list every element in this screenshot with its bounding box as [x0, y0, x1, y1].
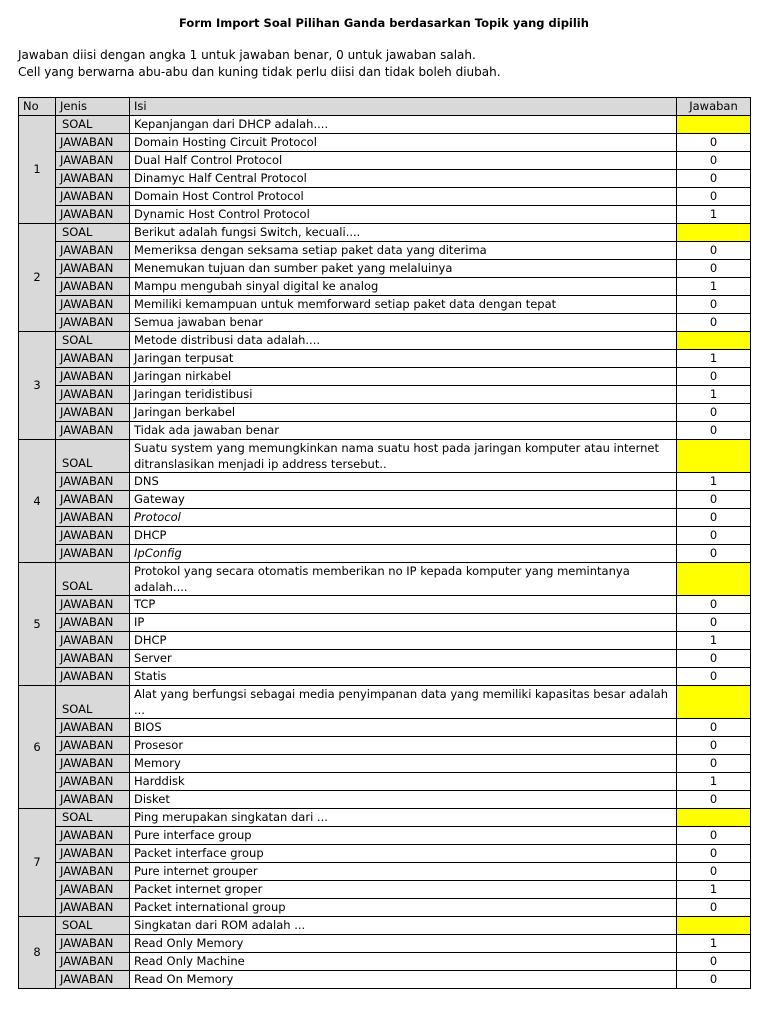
- answer-row: [19, 899, 751, 917]
- answer-row: [19, 737, 751, 755]
- question-text-cell[interactable]: Protokol yang secara otomatis memberikan no IP kepada komputer yang memintanya adalah....: [130, 563, 677, 596]
- question-answer-cell-locked: [677, 224, 751, 242]
- type-cell-jawaban: JAWABAN: [56, 755, 130, 773]
- answer-text-cell[interactable]: Dual Half Control Protocol: [130, 152, 677, 170]
- answer-text-cell[interactable]: Protocol: [130, 509, 677, 527]
- answer-text-cell[interactable]: Domain Host Control Protocol: [130, 188, 677, 206]
- answer-value-cell[interactable]: 0: [677, 422, 751, 440]
- answer-value-cell[interactable]: 0: [677, 260, 751, 278]
- answer-text-cell[interactable]: Prosesor: [130, 737, 677, 755]
- answer-text-cell[interactable]: Jaringan teridistibusi: [130, 386, 677, 404]
- question-number: 1: [19, 116, 56, 224]
- answer-row: [19, 206, 751, 224]
- answer-value-cell[interactable]: 0: [677, 314, 751, 332]
- answer-text-cell[interactable]: Memeriksa dengan seksama setiap paket data yang diterima: [130, 242, 677, 260]
- header-no: No: [19, 98, 56, 116]
- answer-text-cell[interactable]: Jaringan nirkabel: [130, 368, 677, 386]
- type-cell-jawaban: JAWABAN: [56, 491, 130, 509]
- question-row: [19, 224, 751, 242]
- answer-text-cell[interactable]: DNS: [130, 473, 677, 491]
- answer-value-cell[interactable]: 0: [677, 863, 751, 881]
- type-cell-soal: SOAL: [56, 224, 130, 242]
- question-row: [19, 332, 751, 350]
- type-cell-jawaban: JAWABAN: [56, 206, 130, 224]
- answer-text-cell[interactable]: IP: [130, 614, 677, 632]
- answer-value-cell[interactable]: 0: [677, 134, 751, 152]
- answer-text-cell[interactable]: Mampu mengubah sinyal digital ke analog: [130, 278, 677, 296]
- answer-value-cell[interactable]: 0: [677, 845, 751, 863]
- answer-text-cell[interactable]: Packet internet groper: [130, 881, 677, 899]
- answer-text-cell[interactable]: DHCP: [130, 527, 677, 545]
- type-cell-soal: SOAL: [56, 686, 130, 719]
- answer-value-cell[interactable]: 1: [677, 278, 751, 296]
- answer-text-cell[interactable]: Server: [130, 650, 677, 668]
- answer-value-cell[interactable]: 1: [677, 350, 751, 368]
- type-cell-jawaban: JAWABAN: [56, 404, 130, 422]
- answer-text-cell[interactable]: Domain Hosting Circuit Protocol: [130, 134, 677, 152]
- answer-row: [19, 845, 751, 863]
- question-answer-cell-locked: [677, 332, 751, 350]
- type-cell-jawaban: JAWABAN: [56, 278, 130, 296]
- answer-row: [19, 350, 751, 368]
- type-cell-soal: SOAL: [56, 332, 130, 350]
- answer-row: [19, 152, 751, 170]
- answer-row: [19, 935, 751, 953]
- type-cell-jawaban: JAWABAN: [56, 668, 130, 686]
- answer-value-cell[interactable]: 0: [677, 296, 751, 314]
- answer-text-cell[interactable]: DHCP: [130, 632, 677, 650]
- answer-text-cell[interactable]: Menemukan tujuan dan sumber paket yang melaluinya: [130, 260, 677, 278]
- question-answer-cell-locked: [677, 809, 751, 827]
- instruction-line-1: Jawaban diisi dengan angka 1 untuk jawaban benar, 0 untuk jawaban salah.: [18, 48, 476, 62]
- answer-row: [19, 134, 751, 152]
- answer-row: [19, 386, 751, 404]
- answer-value-cell[interactable]: 0: [677, 899, 751, 917]
- type-cell-jawaban: JAWABAN: [56, 314, 130, 332]
- type-cell-jawaban: JAWABAN: [56, 509, 130, 527]
- answer-value-cell[interactable]: 0: [677, 791, 751, 809]
- answer-row: [19, 509, 751, 527]
- answer-row: [19, 953, 751, 971]
- answer-row: [19, 971, 751, 989]
- question-number: 3: [19, 332, 56, 440]
- type-cell-jawaban: JAWABAN: [56, 260, 130, 278]
- answer-value-cell[interactable]: 0: [677, 614, 751, 632]
- answer-row: [19, 881, 751, 899]
- answer-row: [19, 614, 751, 632]
- type-cell-jawaban: JAWABAN: [56, 971, 130, 989]
- type-cell-soal: SOAL: [56, 917, 130, 935]
- answer-text-cell[interactable]: Statis: [130, 668, 677, 686]
- type-cell-jawaban: JAWABAN: [56, 863, 130, 881]
- question-answer-cell-locked: [677, 440, 751, 473]
- answer-value-cell[interactable]: 0: [677, 242, 751, 260]
- question-number: 6: [19, 686, 56, 809]
- answer-row: [19, 863, 751, 881]
- type-cell-jawaban: JAWABAN: [56, 719, 130, 737]
- type-cell-jawaban: JAWABAN: [56, 545, 130, 563]
- type-cell-soal: SOAL: [56, 116, 130, 134]
- answer-row: [19, 491, 751, 509]
- type-cell-jawaban: JAWABAN: [56, 152, 130, 170]
- header-jenis: Jenis: [56, 98, 130, 116]
- answer-value-cell[interactable]: 0: [677, 188, 751, 206]
- question-row: [19, 686, 751, 719]
- answer-text-cell[interactable]: Read Only Machine: [130, 953, 677, 971]
- answer-value-cell[interactable]: 0: [677, 755, 751, 773]
- question-text-cell[interactable]: Suatu system yang memungkinkan nama suatu host pada jaringan komputer atau internet ditranslasikan menjadi ip address tersebut..: [130, 440, 677, 473]
- answer-text-cell[interactable]: Tidak ada jawaban benar: [130, 422, 677, 440]
- question-row: [19, 440, 751, 473]
- type-cell-jawaban: JAWABAN: [56, 596, 130, 614]
- answer-text-cell[interactable]: Memory: [130, 755, 677, 773]
- type-cell-jawaban: JAWABAN: [56, 881, 130, 899]
- type-cell-jawaban: JAWABAN: [56, 827, 130, 845]
- answer-row: [19, 632, 751, 650]
- answer-row: [19, 650, 751, 668]
- question-text-cell[interactable]: Berikut adalah fungsi Switch, kecuali....: [130, 224, 677, 242]
- answer-row: [19, 278, 751, 296]
- type-cell-jawaban: JAWABAN: [56, 242, 130, 260]
- answer-row: [19, 827, 751, 845]
- answer-value-cell[interactable]: 0: [677, 527, 751, 545]
- answer-text-cell[interactable]: Read Only Memory: [130, 935, 677, 953]
- answer-value-cell[interactable]: 0: [677, 491, 751, 509]
- question-number: 8: [19, 917, 56, 989]
- answer-text-cell[interactable]: Harddisk: [130, 773, 677, 791]
- answer-row: [19, 368, 751, 386]
- question-row: [19, 116, 751, 134]
- answer-value-cell[interactable]: 1: [677, 632, 751, 650]
- answer-text-cell[interactable]: Memiliki kemampuan untuk memforward setiap paket data dengan tepat: [130, 296, 677, 314]
- answer-row: [19, 242, 751, 260]
- type-cell-jawaban: JAWABAN: [56, 188, 130, 206]
- type-cell-jawaban: JAWABAN: [56, 350, 130, 368]
- answer-text-cell[interactable]: BIOS: [130, 719, 677, 737]
- answer-text-cell[interactable]: Pure internet grouper: [130, 863, 677, 881]
- instruction-line-2: Cell yang berwarna abu-abu dan kuning tidak perlu diisi dan tidak boleh diubah.: [18, 65, 501, 79]
- type-cell-jawaban: JAWABAN: [56, 368, 130, 386]
- question-answer-cell-locked: [677, 686, 751, 719]
- answer-row: [19, 773, 751, 791]
- answer-value-cell[interactable]: 0: [677, 152, 751, 170]
- question-table-body: [19, 116, 751, 989]
- answer-value-cell[interactable]: 1: [677, 881, 751, 899]
- question-number: 7: [19, 809, 56, 917]
- answer-row: [19, 170, 751, 188]
- question-answer-cell-locked: [677, 116, 751, 134]
- type-cell-soal: SOAL: [56, 440, 130, 473]
- answer-row: [19, 755, 751, 773]
- answer-row: [19, 404, 751, 422]
- question-text-cell[interactable]: Ping merupakan singkatan dari ...: [130, 809, 677, 827]
- answer-value-cell[interactable]: 0: [677, 170, 751, 188]
- type-cell-jawaban: JAWABAN: [56, 899, 130, 917]
- type-cell-jawaban: JAWABAN: [56, 473, 130, 491]
- answer-value-cell[interactable]: 0: [677, 953, 751, 971]
- question-text-cell[interactable]: Singkatan dari ROM adalah ...: [130, 917, 677, 935]
- type-cell-jawaban: JAWABAN: [56, 134, 130, 152]
- answer-text-cell[interactable]: Packet interface group: [130, 845, 677, 863]
- type-cell-soal: SOAL: [56, 563, 130, 596]
- answer-value-cell[interactable]: 0: [677, 668, 751, 686]
- type-cell-jawaban: JAWABAN: [56, 953, 130, 971]
- header-isi: Isi: [130, 98, 677, 116]
- answer-row: [19, 296, 751, 314]
- answer-value-cell[interactable]: 0: [677, 719, 751, 737]
- answer-value-cell[interactable]: 0: [677, 545, 751, 563]
- type-cell-soal: SOAL: [56, 809, 130, 827]
- answer-text-cell[interactable]: Semua jawaban benar: [130, 314, 677, 332]
- type-cell-jawaban: JAWABAN: [56, 422, 130, 440]
- answer-text-cell[interactable]: Pure interface group: [130, 827, 677, 845]
- answer-value-cell[interactable]: 1: [677, 386, 751, 404]
- answer-value-cell[interactable]: 0: [677, 368, 751, 386]
- question-table: [18, 97, 751, 989]
- type-cell-jawaban: JAWABAN: [56, 527, 130, 545]
- answer-text-cell[interactable]: Jaringan terpusat: [130, 350, 677, 368]
- answer-row: [19, 422, 751, 440]
- question-row: [19, 809, 751, 827]
- answer-row: [19, 527, 751, 545]
- page-title: Form Import Soal Pilihan Ganda berdasarkan Topik yang dipilih: [179, 16, 589, 30]
- answer-row: [19, 791, 751, 809]
- answer-row: [19, 188, 751, 206]
- answer-text-cell[interactable]: IpConfig: [130, 545, 677, 563]
- answer-text-cell[interactable]: Dinamyc Half Central Protocol: [130, 170, 677, 188]
- answer-row: [19, 473, 751, 491]
- type-cell-jawaban: JAWABAN: [56, 386, 130, 404]
- answer-text-cell[interactable]: TCP: [130, 596, 677, 614]
- question-number: 2: [19, 224, 56, 332]
- question-text-cell[interactable]: Alat yang berfungsi sebagai media penyimpanan data yang memiliki kapasitas besar adalah ...: [130, 686, 677, 719]
- answer-row: [19, 314, 751, 332]
- answer-text-cell[interactable]: Dynamic Host Control Protocol: [130, 206, 677, 224]
- answer-text-cell[interactable]: Packet international group: [130, 899, 677, 917]
- type-cell-jawaban: JAWABAN: [56, 845, 130, 863]
- answer-value-cell[interactable]: 0: [677, 827, 751, 845]
- answer-value-cell[interactable]: 0: [677, 971, 751, 989]
- answer-value-cell[interactable]: 1: [677, 206, 751, 224]
- answer-row: [19, 596, 751, 614]
- question-number: 5: [19, 563, 56, 686]
- answer-value-cell[interactable]: 1: [677, 473, 751, 491]
- type-cell-jawaban: JAWABAN: [56, 632, 130, 650]
- question-number: 4: [19, 440, 56, 563]
- answer-row: [19, 719, 751, 737]
- question-answer-cell-locked: [677, 563, 751, 596]
- header-jawaban: Jawaban: [677, 98, 751, 116]
- type-cell-jawaban: JAWABAN: [56, 650, 130, 668]
- answer-text-cell[interactable]: Disket: [130, 791, 677, 809]
- answer-text-cell[interactable]: Read On Memory: [130, 971, 677, 989]
- answer-value-cell[interactable]: 0: [677, 404, 751, 422]
- type-cell-jawaban: JAWABAN: [56, 935, 130, 953]
- question-text-cell[interactable]: Metode distribusi data adalah....: [130, 332, 677, 350]
- type-cell-jawaban: JAWABAN: [56, 737, 130, 755]
- header-row: [19, 98, 751, 116]
- answer-text-cell[interactable]: Jaringan berkabel: [130, 404, 677, 422]
- answer-value-cell[interactable]: 1: [677, 773, 751, 791]
- answer-value-cell[interactable]: 0: [677, 737, 751, 755]
- question-row: [19, 917, 751, 935]
- type-cell-jawaban: JAWABAN: [56, 614, 130, 632]
- answer-value-cell[interactable]: 0: [677, 650, 751, 668]
- type-cell-jawaban: JAWABAN: [56, 773, 130, 791]
- answer-row: [19, 545, 751, 563]
- answer-value-cell[interactable]: 1: [677, 935, 751, 953]
- question-answer-cell-locked: [677, 917, 751, 935]
- answer-value-cell[interactable]: 0: [677, 596, 751, 614]
- type-cell-jawaban: JAWABAN: [56, 791, 130, 809]
- type-cell-jawaban: JAWABAN: [56, 170, 130, 188]
- question-text-cell[interactable]: Kepanjangan dari DHCP adalah....: [130, 116, 677, 134]
- answer-value-cell[interactable]: 0: [677, 509, 751, 527]
- question-row: [19, 563, 751, 596]
- type-cell-jawaban: JAWABAN: [56, 296, 130, 314]
- answer-row: [19, 668, 751, 686]
- answer-row: [19, 260, 751, 278]
- answer-text-cell[interactable]: Gateway: [130, 491, 677, 509]
